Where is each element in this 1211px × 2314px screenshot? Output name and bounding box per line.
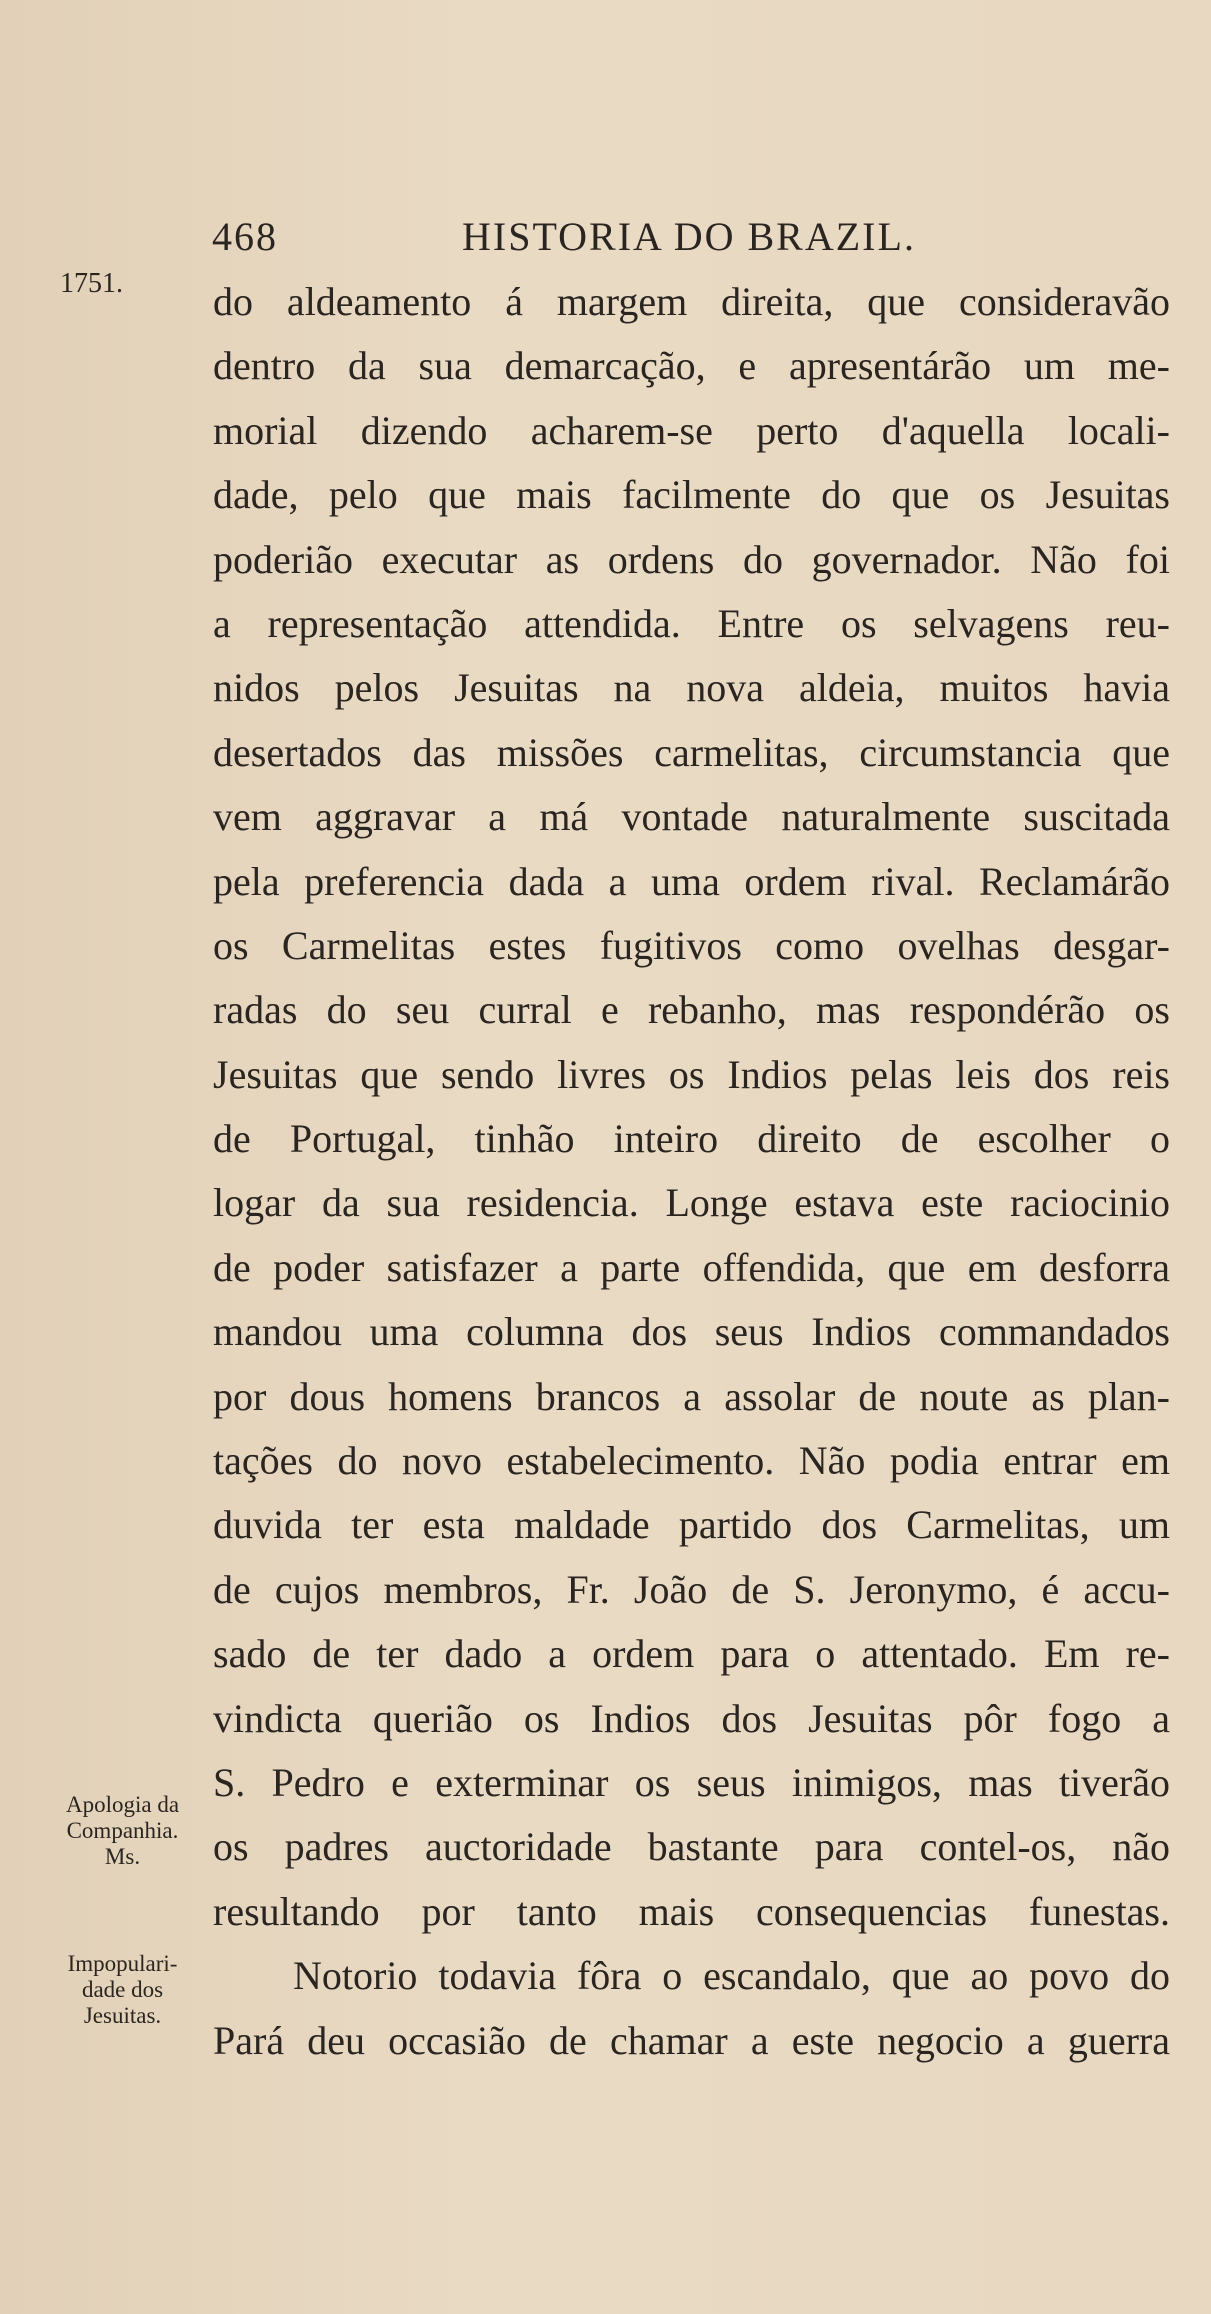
year-marker: 1751. (60, 268, 123, 299)
text-line: vindicta querião os Indios dos Jesuitas pôr fogo a (213, 1695, 1170, 1741)
text-line: morial dizendo acharem-se perto d'aquella locali- (213, 407, 1170, 453)
text-line: mandou uma columna dos seus Indios commandados (213, 1309, 1170, 1355)
text-line: do aldeamento á margem direita, que consideravão (213, 279, 1170, 324)
margin-note-line: Companhia. (66, 1818, 179, 1843)
text-line: pela preferencia dada a uma ordem rival. Reclamárão (213, 858, 1170, 904)
text-line: logar da sua residencia. Longe estava este raciocinio (213, 1180, 1170, 1226)
margin-note-line: Impopulari- (67, 1951, 178, 1976)
margin-note-line: dade dos (81, 1977, 164, 2002)
text-line: dentro da sua demarcação, e apresentárão um me- (213, 343, 1170, 389)
text-line: resultando por tanto mais consequencias funestas. (213, 1888, 1170, 1934)
text-line: sado de ter dado a ordem para o attentado. Em re- (213, 1631, 1170, 1677)
body-text (213, 270, 1170, 2073)
page-header (0, 205, 1211, 265)
text-line: S. Pedro e exterminar os seus inimigos, mas tiverão (213, 1759, 1170, 1805)
text-line: de Portugal, tinhão inteiro direito de escolher o (213, 1116, 1170, 1162)
text-line: desertados das missões carmelitas, circumstancia que (213, 729, 1170, 775)
text-line: Jesuitas que sendo livres os Indios pelas leis dos reis (213, 1051, 1170, 1097)
text-line: de cujos membros, Fr. João de S. Jeronymo, é accu- (213, 1566, 1170, 1612)
text-line: os padres auctoridade bastante para contel-os, não (213, 1824, 1170, 1870)
text-line: poderião executar as ordens do governador. Não foi (213, 536, 1170, 582)
text-line: de poder satisfazer a parte offendida, que em desforra (213, 1244, 1170, 1290)
text-line: os Carmelitas estes fugitivos como ovelhas desgar- (213, 922, 1170, 968)
text-line: radas do seu curral e rebanho, mas respondérão os (213, 987, 1170, 1033)
text-line: Pará deu occasião de chamar a este negocio a guerra (213, 2017, 1170, 2063)
running-title: HISTORIA DO BRAZIL. (462, 214, 916, 259)
margin-note-line: Jesuitas. (83, 2003, 162, 2028)
margin-note-line: Apologia da (65, 1792, 180, 1817)
text-line: nidos pelos Jesuitas na nova aldeia, muitos havia (213, 665, 1170, 711)
text-line: dade, pelo que mais facilmente do que os Jesuitas (213, 472, 1170, 518)
text-line: Notorio todavia fôra o escandalo, que ao povo do (293, 1953, 1170, 1999)
margin-note-apologia (40, 1792, 205, 1870)
text-line: vem aggravar a má vontade naturalmente suscitada (213, 794, 1170, 840)
margin-note-impopularidade (40, 1951, 205, 2029)
text-line: tações do novo estabelecimento. Não podia entrar em (213, 1438, 1170, 1484)
text-line: duvida ter esta maldade partido dos Carmelitas, um (213, 1502, 1170, 1548)
page-number: 468 (212, 214, 278, 259)
margin-note-line: Ms. (104, 1844, 141, 1869)
text-line: por dous homens brancos a assolar de noute as plan- (213, 1373, 1170, 1419)
text-line: a representação attendida. Entre os selvagens reu- (213, 600, 1170, 646)
